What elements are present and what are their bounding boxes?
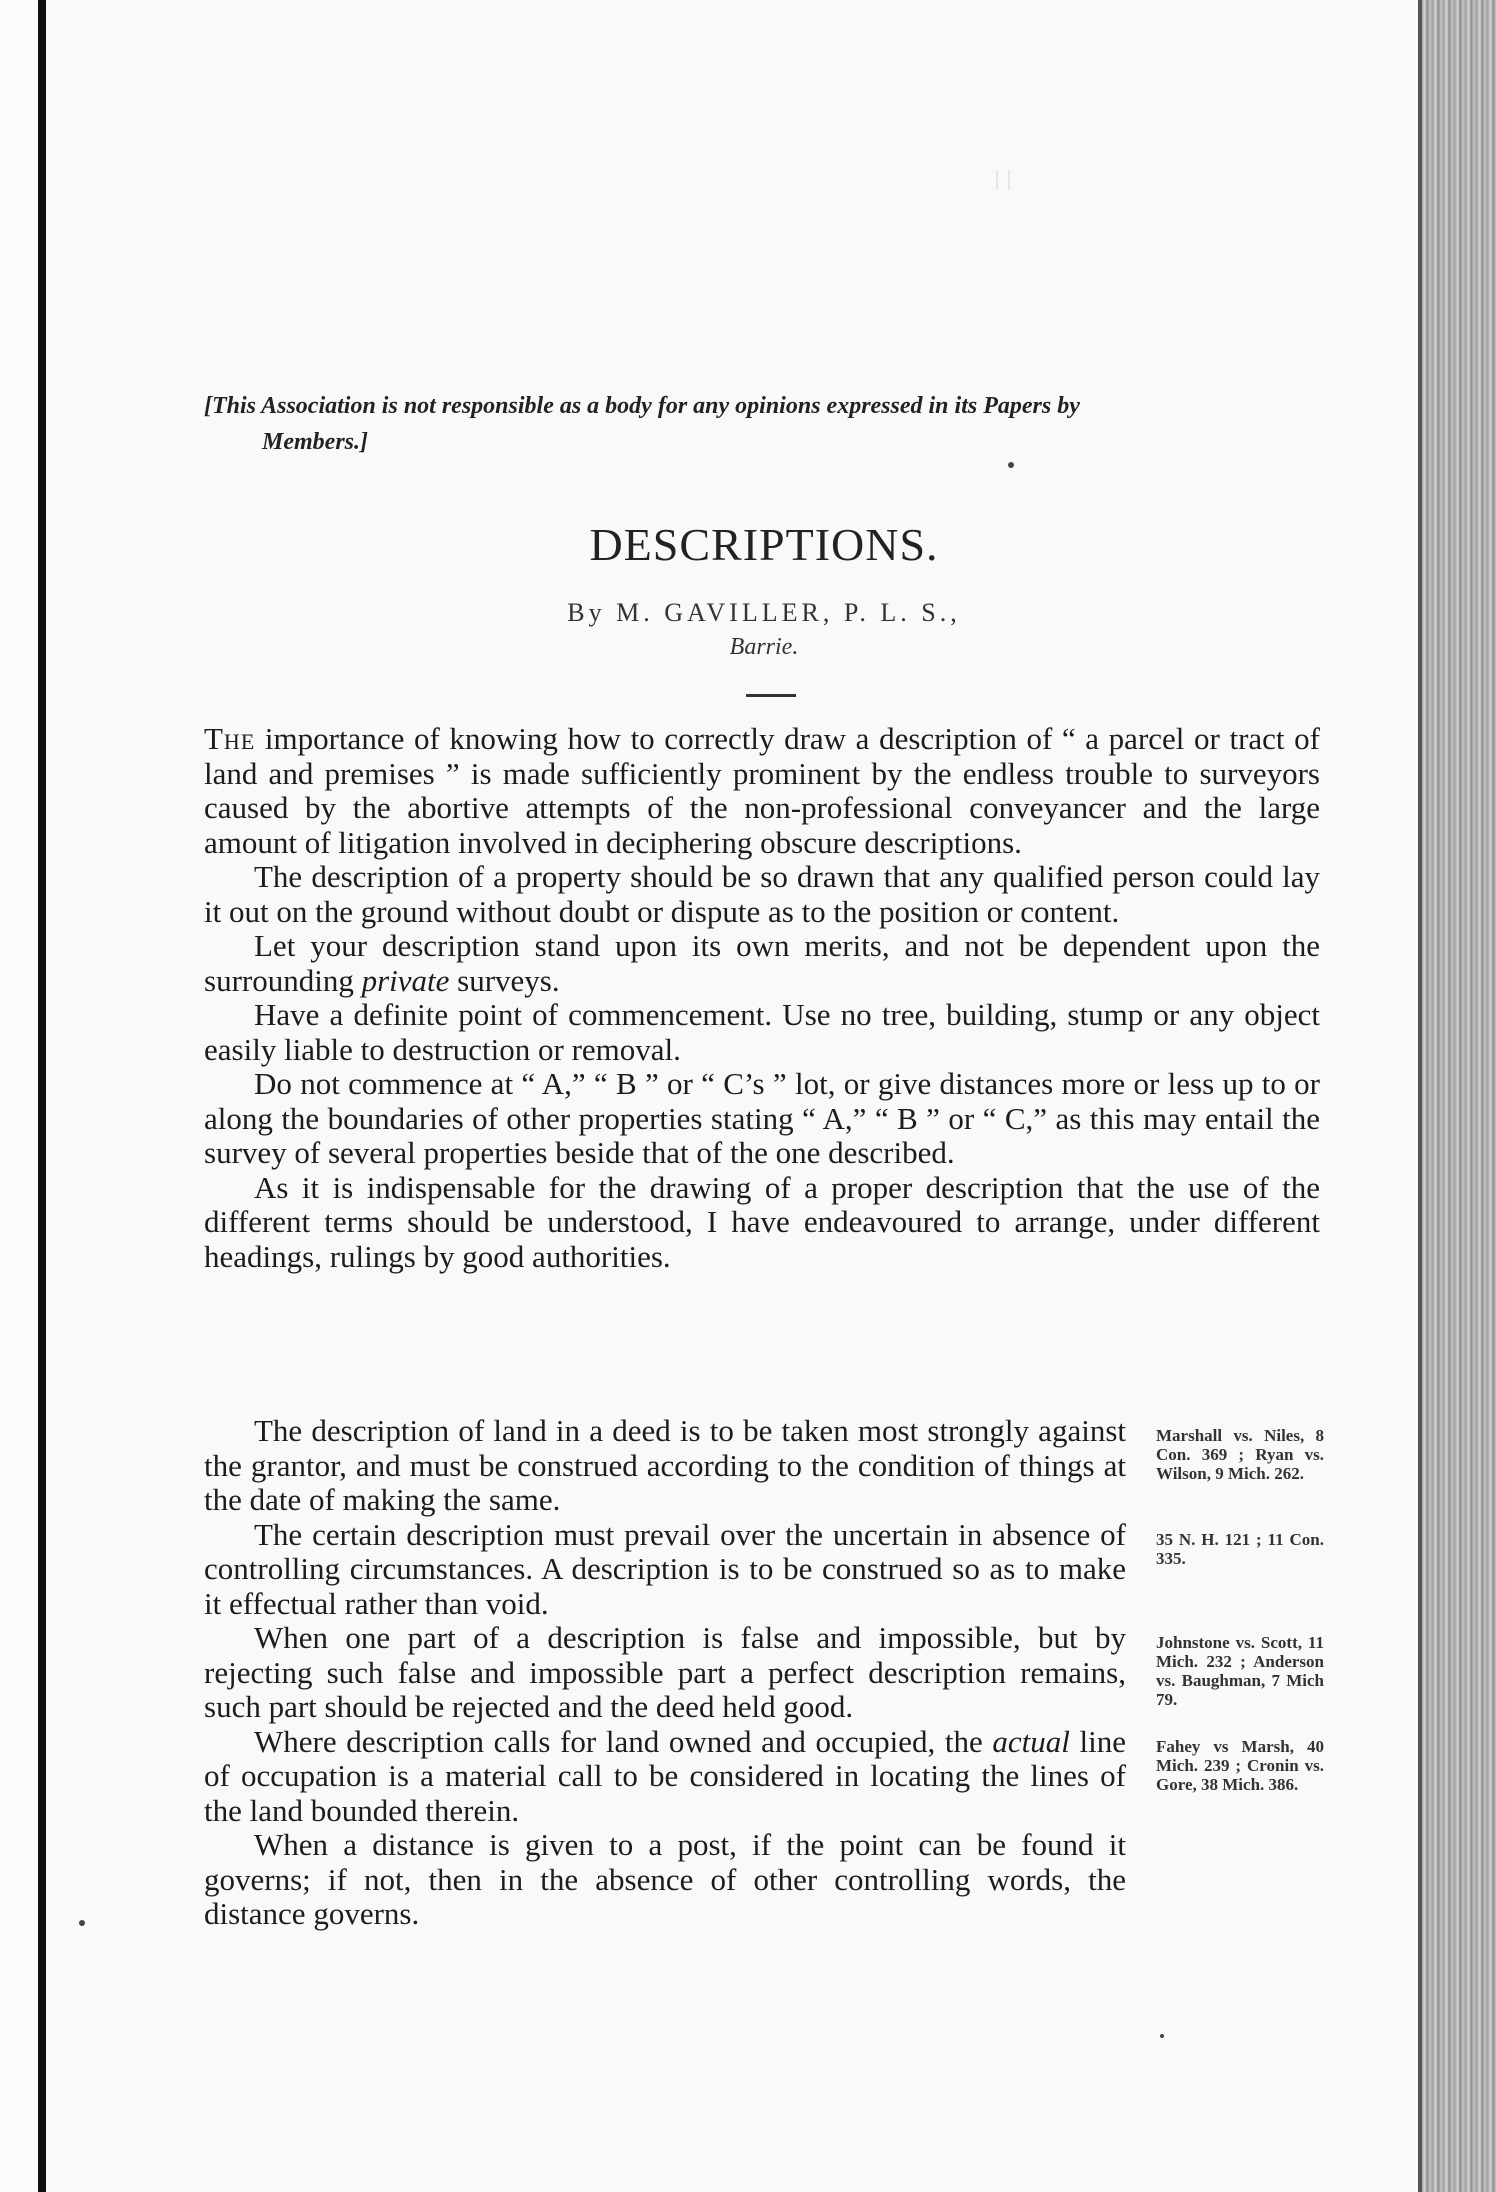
paragraph: The description of a property should be so drawn that any qualified person could lay it out on the ground without doubt or dispute as to the position or content. [204, 859, 1320, 929]
ink-speck [1160, 2034, 1164, 2038]
article-title: DESCRIPTIONS. [589, 519, 939, 570]
disclaimer-note [204, 388, 1324, 460]
ruling-text: Where description calls for land owned and occupied, the actual line of occupation is a material call to be considered in locating the lines of the land bounded therein. [204, 1723, 1126, 1828]
margin-citation: Johnstone vs. Scott, 11 Mich. 232 ; Anderson vs. Baughman, 7 Mich 79. [1156, 1633, 1324, 1709]
ruling-text: When one part of a description is false and impossible, but by rejecting such false and impossible part a perfect description remains, such part should be rejected and the deed held good. [204, 1620, 1126, 1724]
ruling-row [204, 1725, 1324, 1829]
author-location: Barrie. [729, 634, 799, 660]
disclaimer-line-2: Members.] [262, 429, 368, 455]
book-page [46, 0, 1422, 2192]
margin-citation: Fahey vs Marsh, 40 Mich. 239 ; Cronin vs. Gore, 38 Mich. 386. [1156, 1736, 1324, 1794]
ruling-row [204, 1621, 1324, 1725]
author-byline: By M. GAVILLER, P. L. S., [567, 598, 961, 627]
drop-word: The [204, 721, 256, 756]
ink-speck [1008, 462, 1014, 468]
disclaimer-line-1: [This Association is not responsible as a body for any opinions expressed in its Papers by [204, 393, 1080, 419]
ruling-text: The certain description must prevail over the uncertain in absence of controlling circumstances. A description is to be construed so as to make it effectual rather than void. [204, 1516, 1126, 1621]
ruling-row [204, 1518, 1324, 1622]
left-page-edge [0, 0, 46, 2192]
paragraph: The importance of knowing how to correctly draw a description of “ a parcel or tract of land and premises ” is made sufficiently prominent by the endless trouble to surveyors caused by the abortive attempts of the non-professional conveyancer and the large amount of litigation involved in deciphering obscure descriptions. [204, 721, 1320, 860]
book-page-edges [1422, 0, 1496, 2192]
paragraph: Do not commence at “ A,” “ B ” or “ C’s ” lot, or give distances more or less up to or along the boundaries of other properties stating “ A,” “ B ” or “ C,” as this may entail the survey of several properties beside that of the one described. [204, 1066, 1320, 1170]
ruling-text: When a distance is given to a post, if the point can be found it governs; if not, then in the absence of other controlling words, the distance governs. [204, 1827, 1126, 1931]
intro-paragraphs [204, 722, 1320, 1274]
margin-citation: 35 N. H. 121 ; 11 Con. 335. [1156, 1529, 1324, 1568]
paragraph: As it is indispensable for the drawing of a proper description that the use of the different terms should be understood, I have endeavoured to arrange, under different headings, rulings by good authorities. [204, 1169, 1320, 1274]
title-rule [746, 694, 796, 697]
paragraph: Have a definite point of commencement. Use no tree, building, stump or any object easily liable to destruction or removal. [204, 997, 1320, 1067]
page-blemish [996, 170, 1010, 190]
ink-speck [79, 1920, 85, 1926]
paragraph: Let your description stand upon its own merits, and not be dependent upon the surrounding private surveys. [204, 928, 1320, 998]
ruling-row [204, 1828, 1324, 1932]
rulings-list [204, 1414, 1324, 1932]
ruling-text: The description of land in a deed is to be taken most strongly against the grantor, and must be construed according to the condition of things at the date of making the same. [204, 1413, 1126, 1517]
ruling-row [204, 1414, 1324, 1518]
margin-citation: Marshall vs. Niles, 8 Con. 369 ; Ryan vs. Wilson, 9 Mich. 262. [1156, 1426, 1324, 1483]
margin-citation [1156, 1828, 1324, 1840]
